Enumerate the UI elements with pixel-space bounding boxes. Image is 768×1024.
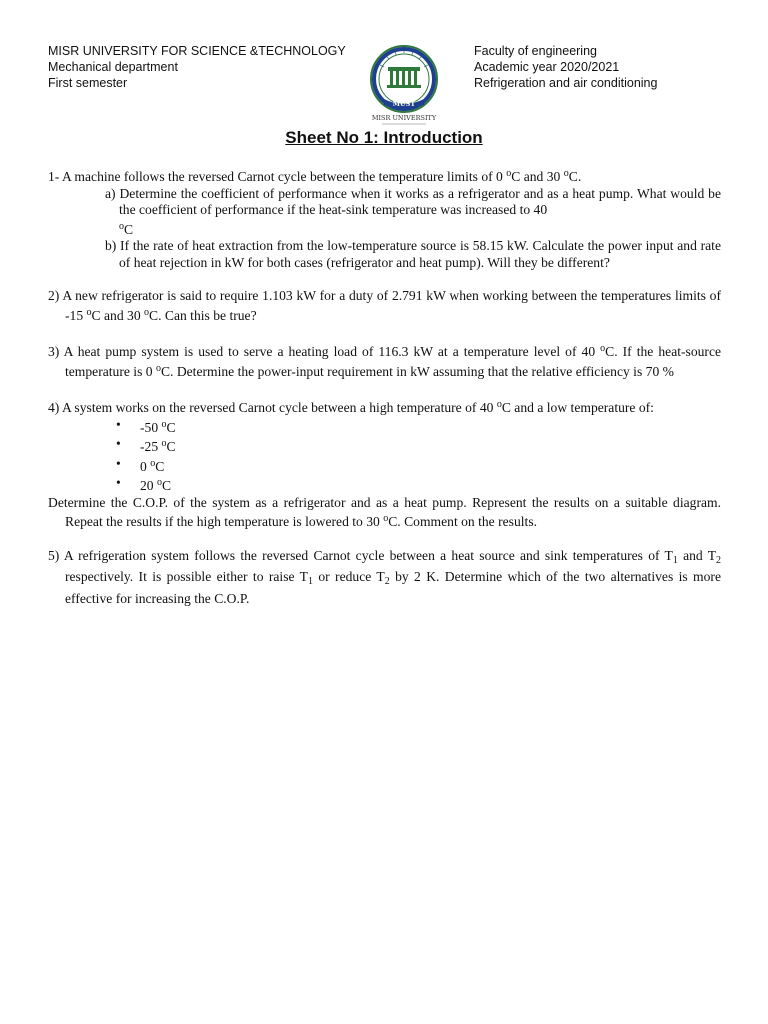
- list-item: • -25 $^o$C: [116, 436, 721, 456]
- faculty: Faculty of engineering: [474, 44, 597, 58]
- question-2: 2) A new refrigerator is said to require 1.103 kW for a duty of 2.791 kW when working between the temperatures limits of -15 $^o$C and 30 $^o$C. Can this be true?: [48, 288, 721, 323]
- course-name: Refrigeration and air conditioning: [474, 76, 658, 90]
- low-temperature-list: [116, 417, 721, 495]
- seal-badge: MUST: [392, 100, 416, 108]
- header-left: [48, 43, 346, 91]
- academic-year: Academic year 2020/2021: [474, 60, 620, 74]
- sheet-body: [48, 166, 721, 607]
- question-1-part-a: a) Determine the coefficient of performance when it works as a refrigerator and as a heat pump. What would be the coefficient of performance if the heat-sink temperature was increased to 40 $^o$C: [105, 185, 721, 237]
- list-item: • 20 $^o$C: [116, 475, 721, 495]
- question-1-part-b: b) If the rate of heat extraction from the low-temperature source is 58.15 kW. Calculate the power input and rate of heat rejection in kW for both cases (refrigerator and heat pump). Will they be different?: [105, 238, 721, 270]
- semester: First semester: [48, 76, 128, 90]
- sheet-title: Sheet No 1: Introduction: [285, 128, 483, 147]
- list-item: • -50 $^o$C: [116, 417, 721, 437]
- question-4: 4) A system works on the reversed Carnot cycle between a high temperature of 40 $^o$C and a low temperature of:: [48, 399, 654, 415]
- department: Mechanical department: [48, 60, 178, 74]
- seal-caption: MISR UNIVERSITY: [371, 114, 437, 122]
- question-3: 3) A heat pump system is used to serve a heating load of 116.3 kW at a temperature level of 40 $^o$C. If the heat-source temperature is 0 $^o$C. Determine the power-input requirement in kW assuming that the relative efficiency is 70 %: [48, 343, 722, 379]
- question-4-instructions: Determine the C.O.P. of the system as a refrigerator and as a heat pump. Represent the results on a suitable diagram. Repeat the results if the high temperature is lowered to 30 $^o$C. Comment on the results.: [48, 494, 721, 529]
- list-item: • 0 $^o$C: [116, 456, 721, 476]
- question-5: 5) A refrigeration system follows the reversed Carnot cycle between a heat source and sink temperatures of $T_1$ and $T_2$ respectively. It is possible either to raise $T_1$ or reduce $T_2$ by 2 K. Determine which of the two alternatives is more effective for increasing the C.O.P.: [48, 547, 721, 606]
- header-right: [474, 43, 657, 91]
- university-name: MISR UNIVERSITY FOR SCIENCE &TECHNOLOGY: [48, 44, 346, 58]
- question-1: 1- A machine follows the reversed Carnot cycle between the temperature limits of 0 $^o$C and 30 $^o$C.: [48, 168, 582, 184]
- university-seal-icon: [368, 43, 440, 129]
